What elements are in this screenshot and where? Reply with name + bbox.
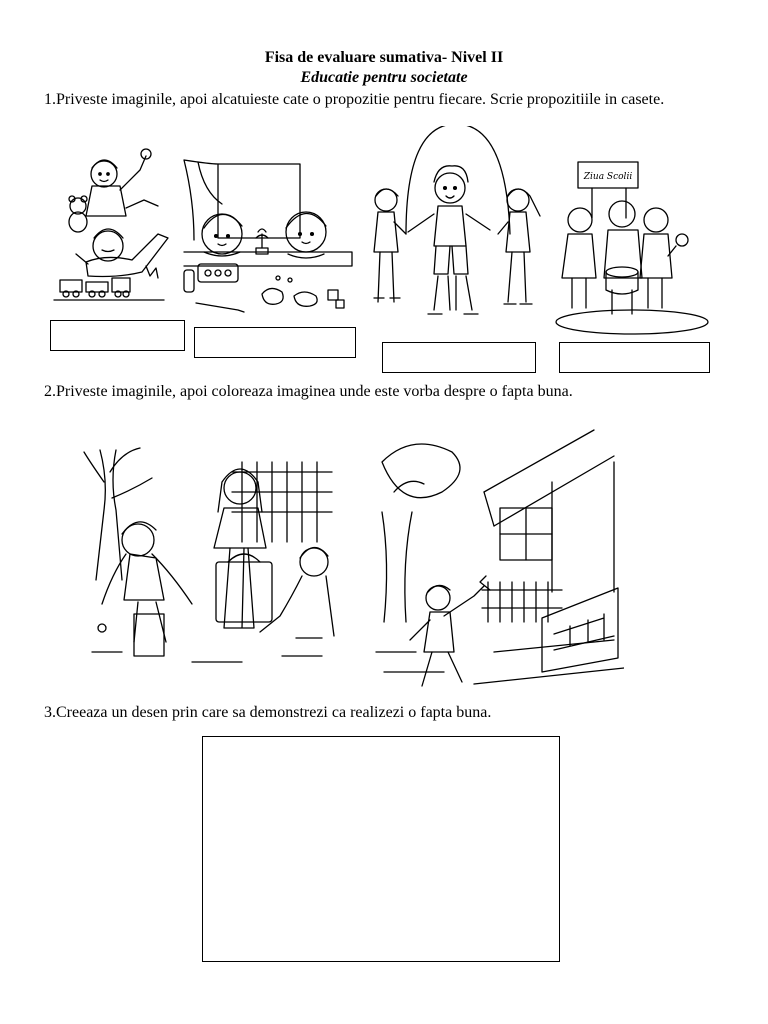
banner-text: Ziua Scolii (583, 172, 633, 182)
drawing-area[interactable] (202, 736, 560, 962)
kids-cleaning-picture (82, 442, 336, 674)
worksheet-subtitle: Educatie pentru societate (300, 69, 468, 86)
answer-box-3[interactable] (382, 342, 536, 373)
answer-box-1[interactable] (50, 320, 185, 351)
kids-playing-picture (46, 146, 180, 312)
answer-box-4[interactable] (559, 342, 710, 373)
jump-rope-picture (368, 126, 548, 342)
question-3: 3.Creeaza un desen prin care sa demonstrezi ca realizezi o fapta buna. (44, 704, 492, 721)
school-day-picture (552, 150, 714, 340)
question-1: 1.Priveste imaginile, apoi alcatuieste cate o propozitie pentru fiecare. Scrie propozitiile in casete. (44, 91, 665, 108)
question-2: 2.Priveste imaginile, apoi coloreaza imaginea unde este vorba despre o fapta buna. (44, 383, 573, 400)
kids-baking-picture (178, 152, 356, 320)
worksheet-title: Fisa de evaluare sumativa- Nivel II (264, 49, 504, 66)
slingshot-picture (374, 422, 624, 690)
answer-box-2[interactable] (194, 327, 356, 358)
